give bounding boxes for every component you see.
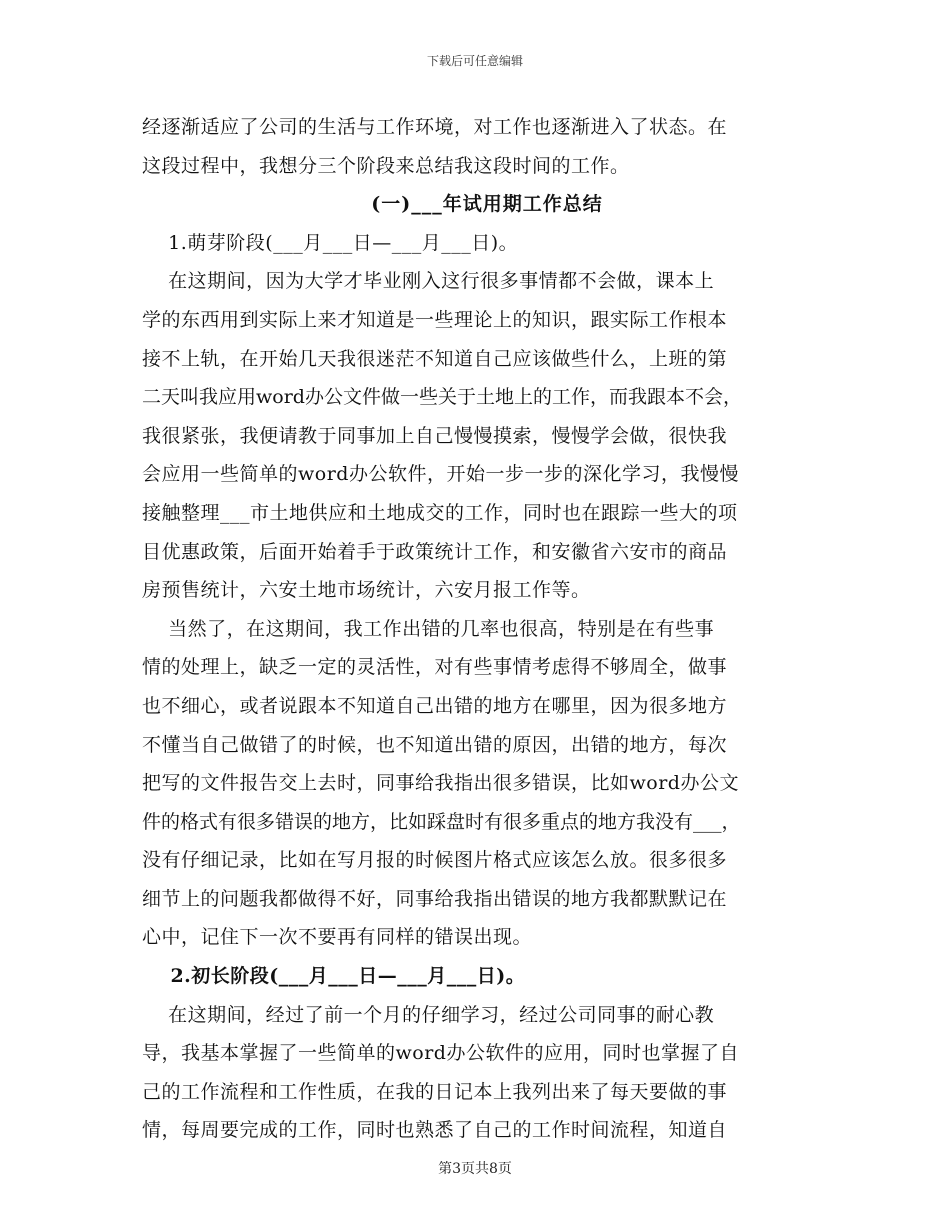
text-line: 情，每周要完成的工作，同时也熟悉了自己的工作时间流程，知道自 xyxy=(142,1119,728,1142)
text-line: 细节上的问题我都做得不好，同事给我指出错误的地方我都默默记在 xyxy=(142,887,728,910)
text-line: 心中，记住下一次不要再有同样的错误出现。 xyxy=(142,926,533,949)
text-line: 二天叫我应用word办公文件做一些关于土地上的工作，而我跟本不会， xyxy=(142,386,742,409)
text-line: 件的格式有很多错误的地方，比如踩盘时有很多重点的地方我没有___， xyxy=(142,810,741,833)
text-line: 把写的文件报告交上去时，同事给我指出很多错误，比如word办公文 xyxy=(142,772,739,795)
text-line: 这段过程中，我想分三个阶段来总结我这段时间的工作。 xyxy=(142,154,630,177)
text-line: 没有仔细记录，比如在写月报的时候图片格式应该怎么放。很多很多 xyxy=(142,849,728,872)
subheading: 1.萌芽阶段(___月___日—___月___日)。 xyxy=(142,231,519,254)
text-line: 导，我基本掌握了一些简单的word办公软件的应用，同时也掌握了自 xyxy=(142,1042,739,1065)
text-line: 经逐渐适应了公司的生活与工作环境，对工作也逐渐进入了状态。在 xyxy=(142,116,728,138)
text-line: 当然了，在这期间，我工作出错的几率也很高，特别是在有些事 xyxy=(142,617,715,640)
document-body xyxy=(142,108,832,1150)
text-line: 接触整理___市土地供应和土地成交的工作，同时也在跟踪一些大的项 xyxy=(142,501,738,524)
subheading-bold: 2.初长阶段(___月___日—___月___日)。 xyxy=(142,965,526,988)
text-line: 在这期间，因为大学才毕业刚入这行很多事情都不会做，课本上 xyxy=(142,270,715,293)
text-line: 房预售统计，六安土地市场统计，六安月报工作等。 xyxy=(142,579,591,602)
text-line: 己的工作流程和工作性质，在我的日记本上我列出来了每天要做的事 xyxy=(142,1080,728,1103)
text-line: 也不细心，或者说跟本不知道自己出错的地方在哪里，因为很多地方 xyxy=(142,694,728,717)
text-line: 目优惠政策，后面开始着手于政策统计工作，和安徽省六安市的商品 xyxy=(142,540,728,563)
text-line: 学的东西用到实际上来才知道是一些理论上的知识，跟实际工作根本 xyxy=(142,308,728,331)
page-header: 下载后可任意编辑 xyxy=(426,54,523,68)
page-footer: 第3页共8页 xyxy=(438,1161,512,1177)
text-line: 我很紧张，我便请教于同事加上自己慢慢摸索，慢慢学会做，很快我 xyxy=(142,424,728,447)
text-line: 在这期间，经过了前一个月的仔细学习，经过公司同事的耐心教 xyxy=(142,1003,715,1026)
text-line: 情的处理上，缺乏一定的灵活性，对有些事情考虑得不够周全，做事 xyxy=(142,656,728,679)
text-line: 会应用一些简单的word办公软件，开始一步一步的深化学习，我慢慢 xyxy=(142,463,739,486)
text-line: 接不上轨，在开始几天我很迷茫不知道自己应该做些什么，上班的第 xyxy=(142,347,728,370)
text-line: 不懂当自己做错了的时候，也不知道出错的原因，出错的地方，每次 xyxy=(142,733,728,756)
section-heading: (一)___年试用期工作总结 xyxy=(371,193,603,216)
